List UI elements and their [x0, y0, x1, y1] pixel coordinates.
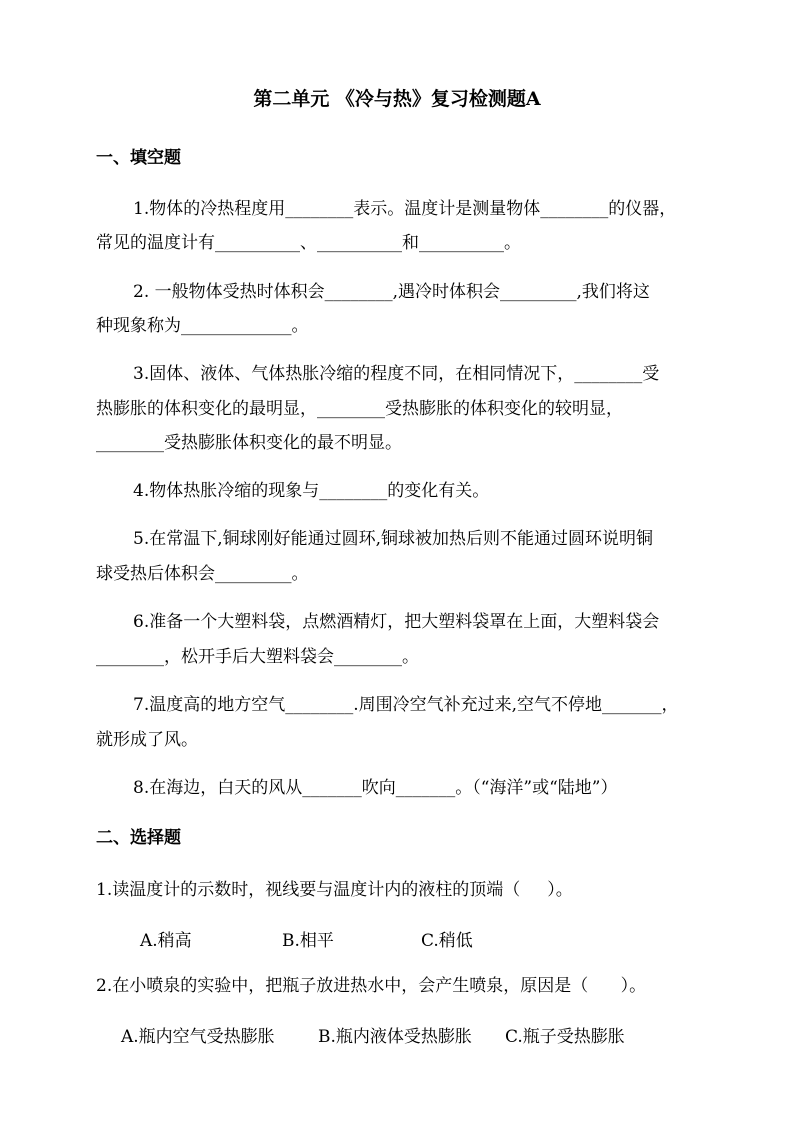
choice-question-2-option-c: C.瓶子受热膨胀	[505, 1027, 625, 1047]
question-2-line-2: 种现象称为_____________。	[96, 316, 309, 336]
question-5-line-2: 球受热后体积会_________。	[96, 564, 309, 584]
question-1-line-2: 常见的温度计有__________、__________和__________。	[96, 233, 521, 253]
choice-question-1-option-b: B.相平	[282, 931, 334, 951]
question-1-line-1: 1.物体的冷热程度用________表示。温度计是测量物体________的仪器，	[133, 199, 677, 219]
question-4-line-1: 4.物体热胀冷缩的现象与________的变化有关。	[133, 481, 490, 501]
question-3-line-3: ________受热膨胀体积变化的最不明显。	[96, 433, 402, 453]
question-8-line-1: 8.在海边，白天的风从_______吹向_______。（“海洋”或“陆地”）	[133, 778, 618, 798]
choice-question-2-option-a: A.瓶内空气受热膨胀	[121, 1027, 275, 1047]
section-multiple-choice-heading: 二、选择题	[96, 828, 181, 848]
question-3-line-1: 3.固体、液体、气体热胀冷缩的程度不同，在相同情况下，________受	[133, 364, 660, 384]
question-6-line-2: ________，松开手后大塑料袋会________。	[96, 647, 419, 667]
question-6-line-1: 6.准备一个大塑料袋，点燃酒精灯，把大塑料袋罩在上面，大塑料袋会	[133, 612, 660, 632]
question-2-line-1: 2. 一般物体受热时体积会________,遇冷时体积会_________,我们将这	[133, 282, 650, 302]
question-7-line-2: 就形成了风。	[96, 730, 198, 750]
choice-question-1-stem: 1.读温度计的示数时，视线要与温度计内的液柱的顶端（ ）。	[96, 880, 573, 900]
choice-question-2-option-b: B.瓶内液体受热膨胀	[318, 1027, 472, 1047]
question-7-line-1: 7.温度高的地方空气________.周围冷空气补充过来,空气不停地_______，	[133, 695, 679, 715]
question-3-line-2: 热膨胀的体积变化的最明显，________受热膨胀的体积变化的较明显，	[96, 399, 623, 419]
choice-question-1-option-c: C.稍低	[421, 931, 473, 951]
page-title: 第二单元 《冷与热》复习检测题A	[253, 88, 541, 110]
choice-question-1-option-a: A.稍高	[140, 931, 192, 951]
choice-question-2-stem: 2.在小喷泉的实验中，把瓶子放进热水中，会产生喷泉，原因是（ ）。	[96, 976, 647, 996]
question-5-line-1: 5.在常温下,铜球刚好能通过圆环,铜球被加热后则不能通过圆环说明铜	[133, 529, 654, 549]
section-fill-in-heading: 一、填空题	[96, 148, 181, 168]
